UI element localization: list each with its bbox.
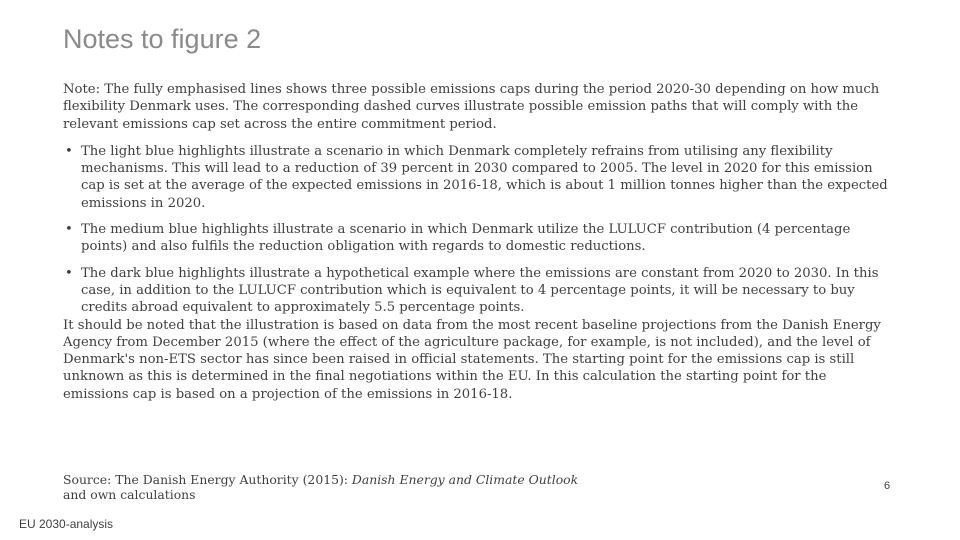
bullet-text: The medium blue highlights illustrate a scenario in which Denmark utilize the LULUCF contribution (4 percentage points) and also fulfils the reduction obligation with regards to domestic reductions.: [81, 222, 851, 255]
source-citation: [63, 473, 623, 502]
bullet-icon: •: [65, 143, 73, 159]
bullet-text: The light blue highlights illustrate a scenario in which Denmark completely refrains from utilising any flexibility mechanisms. This will lead to a reduction of 39 percent in 2030 compared to 2005. The level in 2020 for this emission cap is set at the average of the expected emissions in 2016-18, which is about 1 million tonnes higher than the expected emissions in 2020.: [81, 143, 888, 211]
source-suffix: and own calculations: [63, 486, 196, 502]
bullet-medium-blue: [63, 221, 893, 256]
footer-label: EU 2030-analysis: [19, 517, 114, 531]
bullet-icon: •: [65, 265, 73, 281]
scenario-bullet-list: [63, 143, 893, 317]
source-prefix: Source: The Danish Energy Authority (2015):: [63, 472, 352, 487]
slide-title: Notes to figure 2: [63, 24, 262, 54]
page-number: 6: [884, 480, 891, 492]
source-publication: Danish Energy and Climate Outlook: [351, 472, 579, 487]
bullet-icon: •: [65, 222, 73, 238]
note-paragraph: Note: The fully emphasised lines shows three possible emissions caps during the period 2020-30 depending on how much flexibility Denmark uses. The corresponding dashed curves illustrate possible emission paths that will comply with the relevant emissions cap set across the entire commitment period.: [63, 82, 880, 132]
closing-paragraph: It should be noted that the illustration is based on data from the most recent baseline projections from the Danish Energy Agency from December 2015 (where the effect of the agriculture package, for example, is not included), and the level of Denmark's non-ETS sector has since been raised in official statements. The starting point for the emissions cap is still unknown as this is determined in the final negotiations within the EU. In this calculation the starting point for the emissions cap is based on a projection of the emissions in 2016-18.: [63, 317, 881, 402]
bullet-dark-blue: [63, 265, 893, 317]
bullet-text: The dark blue highlights illustrate a hypothetical example where the emissions are constant from 2020 to 2030. In this case, in addition to the LULUCF contribution which is equivalent to 4 percentage points, it will be necessary to buy credits abroad equivalent to approximately 5.5 percentage points.: [81, 265, 879, 316]
notes-body: [63, 81, 893, 403]
bullet-light-blue: [63, 143, 893, 212]
